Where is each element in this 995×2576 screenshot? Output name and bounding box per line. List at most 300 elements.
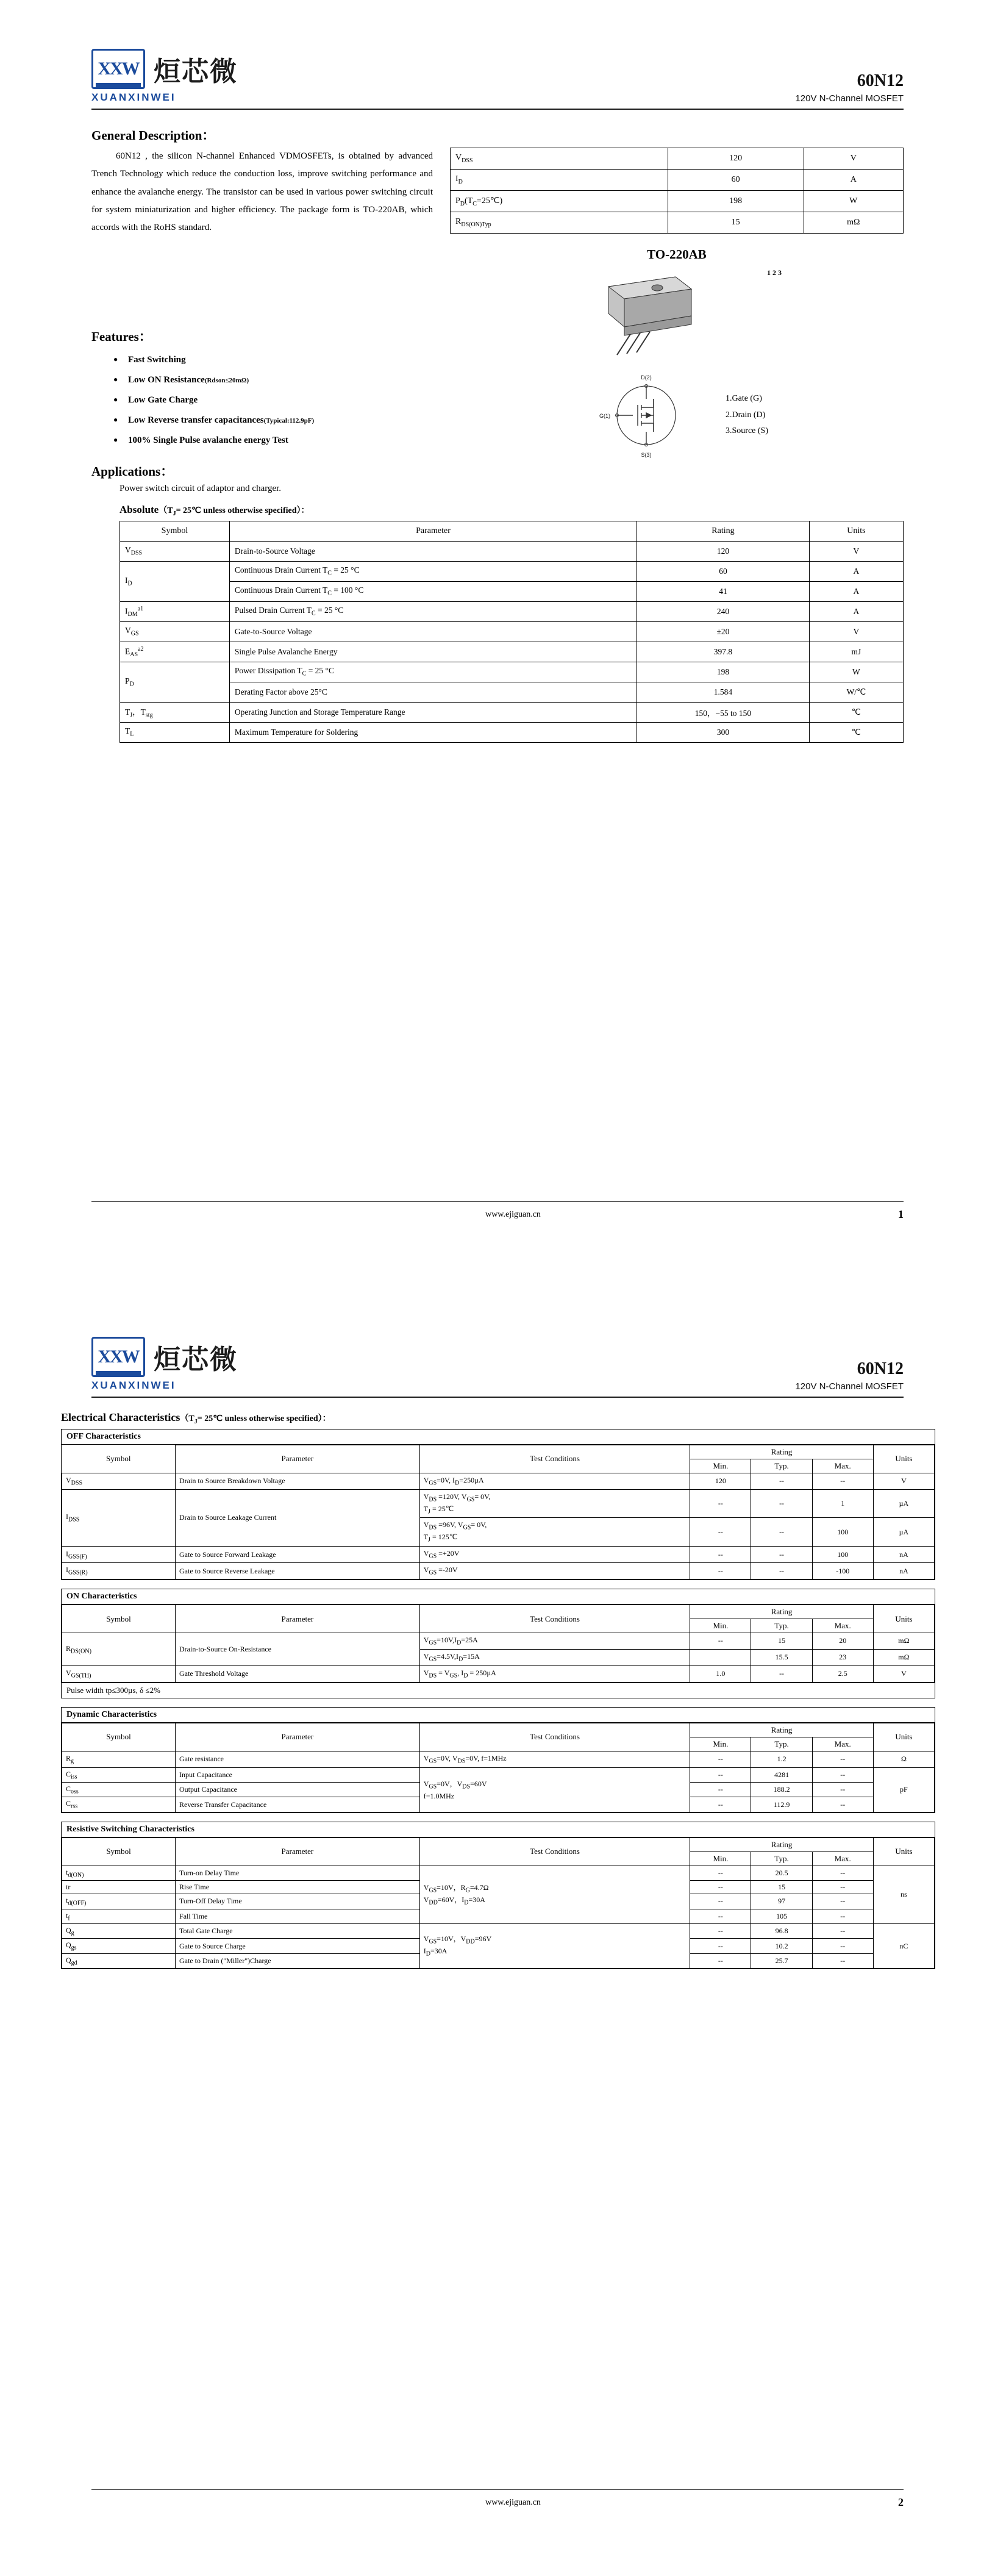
row-parameter: Input Capacitance [176, 1767, 420, 1782]
row-symbol: $I_D$ [120, 561, 230, 601]
row-max: -- [812, 1953, 873, 1968]
row-parameter: Gate to Drain ("Miller")Charge [176, 1953, 420, 1968]
table-row [120, 541, 904, 561]
table-row [120, 642, 904, 662]
col-units: Units [873, 1605, 934, 1633]
applications-body: Power switch circuit of adaptor and charger. [119, 484, 282, 493]
row-max: -- [812, 1782, 873, 1797]
row-max: -100 [812, 1563, 873, 1580]
row-parameter: Continuous Drain Current $T_C = 100$ °C [229, 581, 637, 601]
row-unit: Ω [873, 1751, 934, 1767]
logo-english-name: XUANXINWEI [91, 1379, 176, 1391]
col-symbol: Symbol [120, 521, 230, 541]
row-typ: -- [751, 1563, 812, 1580]
table-row [62, 1751, 935, 1767]
feature-label: Low Gate Charge [128, 395, 198, 405]
row-symbol: $R_g$ [62, 1751, 176, 1767]
row-parameter: Gate to Source Charge [176, 1939, 420, 1953]
spec-unit-vdss: V [804, 148, 903, 170]
block-title: Dynamic Characteristics [62, 1708, 935, 1723]
header-part-info [795, 1359, 904, 1392]
row-conditions: $V_{DS} = V_{GS}$, $I_D = 250\mu A$ [419, 1665, 690, 1682]
row-unit: V [873, 1473, 934, 1489]
col-max: Max. [812, 1852, 873, 1866]
row-parameter: Single Pulse Avalanche Energy [229, 642, 637, 662]
row-unit: nA [873, 1547, 934, 1563]
row-symbol: $C_{iss}$ [62, 1767, 176, 1782]
row-min: -- [690, 1633, 751, 1650]
row-min: -- [690, 1797, 751, 1812]
header-part-info [795, 71, 904, 104]
row-typ: 10.2 [751, 1939, 812, 1953]
row-parameter: Reverse Transfer Capacitance [176, 1797, 420, 1812]
block-title: ON Characteristics [62, 1589, 935, 1605]
row-unit: µA [873, 1489, 934, 1518]
row-max: 23 [812, 1649, 873, 1665]
company-logo [91, 49, 238, 104]
row-parameter: Rise Time [176, 1881, 420, 1894]
row-unit: A [809, 561, 903, 581]
table-row [120, 561, 904, 581]
feature-label: 100% Single Pulse avalanche energy Test [128, 435, 288, 445]
row-conditions: $V_{GS}=10V,I_D=25A$ [419, 1633, 690, 1650]
row-conditions: $V_{GS}=4.5V,I_D=15A$ [419, 1649, 690, 1665]
row-unit: ℃ [809, 722, 903, 742]
off-characteristics-table [62, 1445, 935, 1580]
col-max: Max. [812, 1459, 873, 1473]
row-min: -- [690, 1563, 751, 1580]
row-unit: V [873, 1665, 934, 1682]
col-test-conditions: Test Conditions [419, 1723, 690, 1751]
row-rating: 397.8 [637, 642, 810, 662]
table-row [120, 662, 904, 682]
row-parameter: Gate-to-Source Voltage [229, 621, 637, 642]
off-characteristics-block [61, 1429, 935, 1580]
page-footer [0, 2490, 995, 2509]
feature-detail: (Rdson≤20mΩ) [204, 377, 249, 384]
row-max: -- [812, 1939, 873, 1953]
row-typ: 96.8 [751, 1923, 812, 1938]
row-symbol: $t_f$ [62, 1909, 176, 1923]
package-title: TO-220AB [647, 247, 707, 262]
row-typ: -- [751, 1518, 812, 1547]
row-symbol: $t_{d(OFF)}$ [62, 1894, 176, 1909]
row-conditions: $V_{GS} =-20V$ [419, 1563, 690, 1580]
col-rating: Rating [690, 1837, 873, 1852]
on-characteristics-note: Pulse width tp≤300µs, δ ≤2% [62, 1683, 935, 1698]
pin-legend-gate: 1.Gate (G) [726, 394, 762, 404]
pin-legend-drain: 2.Drain (D) [726, 410, 766, 420]
row-unit: A [809, 581, 903, 601]
general-description-title: General Description： [91, 128, 215, 143]
row-min: 1.0 [690, 1665, 751, 1682]
row-max: 2.5 [812, 1665, 873, 1682]
row-symbol: $t_{d(ON)}$ [62, 1866, 176, 1880]
row-conditions: $V_{GS} =+20V$ [419, 1547, 690, 1563]
row-rating: 60 [637, 561, 810, 581]
row-symbol: $T_L$ [120, 722, 230, 742]
row-symbol: $C_{oss}$ [62, 1782, 176, 1797]
spec-value-rdson: 15 [668, 212, 804, 234]
col-max: Max. [812, 1737, 873, 1751]
feature-detail: (Typical:112.9pF) [263, 417, 315, 424]
logo-english-name: XUANXINWEI [91, 91, 176, 103]
resistive-switching-block [61, 1822, 935, 1969]
row-typ: 1.2 [751, 1751, 812, 1767]
row-symbol: $I_{DM}^{a1}$ [120, 601, 230, 621]
quick-spec-table [450, 148, 904, 234]
row-typ: 15 [751, 1633, 812, 1650]
row-min: 120 [690, 1473, 751, 1489]
col-units: Units [873, 1445, 934, 1473]
table-header-row [62, 1723, 935, 1737]
row-parameter: Drain-to-Source On-Resistance [176, 1633, 420, 1666]
row-parameter: Drain to Source Breakdown Voltage [176, 1473, 420, 1489]
row-unit: ns [873, 1866, 934, 1923]
list-item [128, 355, 904, 365]
table-row [62, 1633, 935, 1650]
col-typ: Typ. [751, 1852, 812, 1866]
row-min: -- [690, 1767, 751, 1782]
col-test-conditions: Test Conditions [419, 1605, 690, 1633]
col-parameter: Parameter [176, 1445, 420, 1473]
absolute-ratings-table [119, 521, 904, 743]
row-parameter: Derating Factor above 25°C [229, 682, 637, 702]
row-unit: mJ [809, 642, 903, 662]
table-row [120, 621, 904, 642]
pin-legend-source: 3.Source (S) [726, 426, 768, 436]
row-symbol: $E_{AS}^{a2}$ [120, 642, 230, 662]
company-logo [91, 1337, 238, 1392]
row-rating: ±20 [637, 621, 810, 642]
spec-value-id: 60 [668, 170, 804, 191]
part-subtitle: 120V N-Channel MOSFET [795, 93, 904, 104]
row-max: -- [812, 1909, 873, 1923]
header-divider [91, 1397, 904, 1398]
row-unit: V [809, 541, 903, 561]
col-symbol: Symbol [62, 1837, 176, 1866]
table-row [62, 1665, 935, 1682]
col-test-conditions: Test Conditions [419, 1837, 690, 1866]
row-typ: 25.7 [751, 1953, 812, 1968]
general-description-body [91, 148, 433, 461]
row-symbol: $P_D$ [120, 662, 230, 702]
logo-mark-icon [91, 1337, 145, 1377]
row-typ: 20.5 [751, 1866, 812, 1880]
col-parameter: Parameter [229, 521, 637, 541]
row-parameter: Power Dissipation $T_C = 25$ °C [229, 662, 637, 682]
feature-label: Fast Switching [128, 355, 186, 365]
table-row [62, 1767, 935, 1782]
logo-chinese-name: 烜芯微 [154, 1344, 238, 1375]
spec-value-vdss: 120 [668, 148, 804, 170]
row-min: -- [690, 1894, 751, 1909]
row-min: -- [690, 1866, 751, 1880]
pin-numbers-label: 1 2 3 [767, 268, 782, 277]
row-typ: -- [751, 1473, 812, 1489]
row-symbol: $V_{GS(TH)}$ [62, 1665, 176, 1682]
row-min: -- [690, 1782, 751, 1797]
row-conditions: $V_{DS} =96V$, $V_{GS}= 0V$, $T_J$ = 125℃ [419, 1518, 690, 1547]
row-min [690, 1649, 751, 1665]
col-units: Units [873, 1723, 934, 1751]
table-header-row [62, 1445, 935, 1459]
row-min: -- [690, 1547, 751, 1563]
row-max: 1 [812, 1489, 873, 1518]
row-rating: 150，−55 to 150 [637, 702, 810, 722]
row-unit: pF [873, 1767, 934, 1812]
col-rating: Rating [690, 1605, 873, 1619]
logo-mark-icon [91, 49, 145, 89]
row-rating: 300 [637, 722, 810, 742]
row-typ: -- [751, 1665, 812, 1682]
row-parameter: Turn-on Delay Time [176, 1866, 420, 1880]
row-typ: 15 [751, 1881, 812, 1894]
table-header-row [120, 521, 904, 541]
row-unit: µA [873, 1518, 934, 1547]
col-parameter: Parameter [176, 1837, 420, 1866]
list-item [128, 415, 904, 426]
part-number: 60N12 [857, 1359, 904, 1378]
logo-mark-text: XXW [98, 1347, 139, 1367]
col-rating: Rating [637, 521, 810, 541]
table-header-row [62, 1837, 935, 1852]
table-header-row [62, 1605, 935, 1619]
table-row [451, 170, 904, 191]
row-symbol: $V_{DSS}$ [120, 541, 230, 561]
col-symbol: Symbol [62, 1723, 176, 1751]
row-parameter: Maximum Temperature for Soldering [229, 722, 637, 742]
row-conditions: $V_{GS}=0V$, $V_{DS}=0V$, f=1MHz [419, 1751, 690, 1767]
row-unit: nC [873, 1923, 934, 1968]
row-conditions: $V_{GS}=10V$，$R_G=4.7\Omega$ $V_{DD}=60V$，$I_D=30A$ [419, 1866, 690, 1923]
row-min: -- [690, 1953, 751, 1968]
datasheet-page-2 [0, 1288, 995, 2576]
col-min: Min. [690, 1852, 751, 1866]
page-number: 1 [898, 1208, 904, 1220]
page-number: 2 [898, 2496, 904, 2508]
logo-mark-text: XXW [98, 59, 139, 79]
spec-symbol-id: $I_D$ [451, 170, 668, 191]
row-min: -- [690, 1751, 751, 1767]
row-typ: 112.9 [751, 1797, 812, 1812]
row-min: -- [690, 1518, 751, 1547]
page-header [0, 1288, 995, 1392]
row-max: 100 [812, 1547, 873, 1563]
page-header [0, 0, 995, 104]
row-max: -- [812, 1923, 873, 1938]
footer-url[interactable]: www.ejiguan.cn [485, 1209, 541, 1219]
row-max: -- [812, 1797, 873, 1812]
row-min: -- [690, 1939, 751, 1953]
row-unit: W/℃ [809, 682, 903, 702]
table-row [120, 601, 904, 621]
list-item [128, 435, 904, 446]
to220ab-outline-icon [572, 268, 749, 360]
spec-symbol-pd: $P_D(T_C=25℃)$ [451, 191, 668, 212]
table-row [62, 1563, 935, 1580]
col-max: Max. [812, 1619, 873, 1633]
on-characteristics-table [62, 1605, 935, 1683]
row-rating: 120 [637, 541, 810, 561]
row-symbol: $R_{DS(ON)}$ [62, 1633, 176, 1666]
row-rating: 198 [637, 662, 810, 682]
col-typ: Typ. [751, 1737, 812, 1751]
row-parameter: Output Capacitance [176, 1782, 420, 1797]
row-typ: -- [751, 1489, 812, 1518]
row-max: -- [812, 1894, 873, 1909]
spec-unit-pd: W [804, 191, 903, 212]
resistive-switching-table [62, 1837, 935, 1969]
row-conditions: $V_{GS}=10V$，$V_{DD}=96V$ $I_D=30A$ [419, 1923, 690, 1968]
col-typ: Typ. [751, 1619, 812, 1633]
row-parameter: Fall Time [176, 1909, 420, 1923]
table-row [120, 682, 904, 702]
logo-chinese-name: 烜芯微 [154, 56, 238, 87]
row-max: -- [812, 1866, 873, 1880]
row-parameter: Turn-Off Delay Time [176, 1894, 420, 1909]
row-symbol: $Q_{gd}$ [62, 1953, 176, 1968]
list-item [128, 395, 904, 406]
row-symbol: $Q_g$ [62, 1923, 176, 1938]
row-symbol: $V_{GS}$ [120, 621, 230, 642]
row-symbol: $I_{DSS}$ [62, 1489, 176, 1547]
spec-unit-rdson: mΩ [804, 212, 903, 234]
row-typ: 188.2 [751, 1782, 812, 1797]
block-title: OFF Characteristics [62, 1429, 935, 1445]
table-row [62, 1473, 935, 1489]
table-row [62, 1547, 935, 1563]
row-parameter: Operating Junction and Storage Temperature Range [229, 702, 637, 722]
applications-title: Applications： [91, 464, 174, 479]
row-conditions: $V_{GS}=0V$，$V_{DS}=60V$ f=1.0MHz [419, 1767, 690, 1812]
row-typ: 97 [751, 1894, 812, 1909]
row-parameter: Gate to Source Forward Leakage [176, 1547, 420, 1563]
table-row [451, 191, 904, 212]
row-parameter: Gate to Source Reverse Leakage [176, 1563, 420, 1580]
row-symbol: $V_{DSS}$ [62, 1473, 176, 1489]
spec-unit-id: A [804, 170, 903, 191]
row-unit: nA [873, 1563, 934, 1580]
row-parameter: Drain to Source Leakage Current [176, 1489, 420, 1547]
row-typ: 105 [751, 1909, 812, 1923]
table-row [62, 1489, 935, 1518]
on-characteristics-block [61, 1589, 935, 1698]
electrical-characteristics-title: Electrical $Characteristics(T_J=$ 25℃ unless otherwise specified）： [61, 1411, 331, 1425]
row-max: -- [812, 1881, 873, 1894]
part-number: 60N12 [857, 71, 904, 90]
spec-value-pd: 198 [668, 191, 804, 212]
svg-text:S(3): S(3) [641, 452, 652, 458]
feature-label: Low ON Resistance [128, 375, 205, 385]
col-min: Min. [690, 1737, 751, 1751]
feature-label: Low Reverse transfer capacitances [128, 415, 264, 425]
row-max: 20 [812, 1633, 873, 1650]
row-symbol: $C_{rss}$ [62, 1797, 176, 1812]
row-max: -- [812, 1473, 873, 1489]
row-unit: ℃ [809, 702, 903, 722]
absolute-ratings-caption: $Absolute(T_J=$ 25℃ unless otherwise specified）： [119, 504, 310, 517]
row-min: -- [690, 1923, 751, 1938]
row-max: -- [812, 1751, 873, 1767]
table-row [120, 702, 904, 722]
header-divider [91, 109, 904, 110]
row-symbol: $I_{GSS(F)}$ [62, 1547, 176, 1563]
row-min: -- [690, 1909, 751, 1923]
row-typ: -- [751, 1547, 812, 1563]
row-max: 100 [812, 1518, 873, 1547]
part-subtitle: 120V N-Channel MOSFET [795, 1381, 904, 1392]
table-row [451, 212, 904, 234]
features-title: Features： [91, 329, 152, 344]
row-unit: W [809, 662, 903, 682]
row-conditions: $V_{GS}=0V$, $I_D=250\mu A$ [419, 1473, 690, 1489]
table-row [62, 1866, 935, 1880]
package-drawing [450, 268, 904, 360]
row-parameter: Continuous Drain Current $T_C = 25$ °C [229, 561, 637, 581]
row-symbol: $T_J$，$T_{stg}$ [120, 702, 230, 722]
col-parameter: Parameter [176, 1723, 420, 1751]
row-parameter: Drain-to-Source Voltage [229, 541, 637, 561]
row-symbol: $I_{GSS(R)}$ [62, 1563, 176, 1580]
row-rating: 1.584 [637, 682, 810, 702]
absolute-title: Absolute [119, 504, 159, 515]
list-item [128, 375, 904, 385]
row-conditions: $V_{DS} =120V$, $V_{GS}= 0V$, $T_J$ = 25℃ [419, 1489, 690, 1518]
row-symbol: $Q_{gs}$ [62, 1939, 176, 1953]
spec-symbol-rdson: $R_{DS(ON)Typ}$ [451, 212, 668, 234]
row-rating: 41 [637, 581, 810, 601]
row-rating: 240 [637, 601, 810, 621]
page-footer [0, 1202, 995, 1221]
dynamic-characteristics-block [61, 1707, 935, 1813]
row-symbol: tr [62, 1881, 176, 1894]
col-units: Units [873, 1837, 934, 1866]
col-rating: Rating [690, 1445, 873, 1459]
row-parameter: Total Gate Charge [176, 1923, 420, 1938]
table-row [62, 1923, 935, 1938]
table-row [120, 722, 904, 742]
col-min: Min. [690, 1459, 751, 1473]
ec-title-text: Electrical Characteristics [61, 1411, 180, 1423]
svg-text:G(1): G(1) [599, 413, 610, 419]
col-test-conditions: Test Conditions [419, 1445, 690, 1473]
row-min: -- [690, 1489, 751, 1518]
row-typ: 15.5 [751, 1649, 812, 1665]
col-rating: Rating [690, 1723, 873, 1737]
col-symbol: Symbol [106, 1454, 131, 1464]
col-units: Units [809, 521, 903, 541]
table-row [451, 148, 904, 170]
row-unit: V [809, 621, 903, 642]
col-symbol: Symbol [62, 1605, 176, 1633]
row-min: -- [690, 1881, 751, 1894]
col-parameter: Parameter [176, 1605, 420, 1633]
row-parameter: Gate Threshold Voltage [176, 1665, 420, 1682]
general-description-text: 60N12 , the silicon N-channel Enhanced VDMOSFETs, is obtained by advanced Trench Technology which reduce the conduction loss, improve switching performance and enhance the avalanche energy. The transistor can be used in various power switching circuit for system miniaturization and higher efficiency. The package form is TO-220AB, which accords with the RoHS standard. [91, 151, 433, 232]
row-parameter: Gate resistance [176, 1751, 420, 1767]
block-title: Resistive Switching Characteristics [62, 1822, 935, 1837]
dynamic-characteristics-table [62, 1723, 935, 1812]
spec-symbol-vdss: $V_{DSS}$ [451, 148, 668, 170]
col-typ: Typ. [751, 1459, 812, 1473]
row-typ: 4281 [751, 1767, 812, 1782]
col-min: Min. [690, 1619, 751, 1633]
row-unit: mΩ [873, 1633, 934, 1650]
footer-url[interactable]: www.ejiguan.cn [485, 2497, 541, 2507]
row-unit: A [809, 601, 903, 621]
row-max: -- [812, 1767, 873, 1782]
